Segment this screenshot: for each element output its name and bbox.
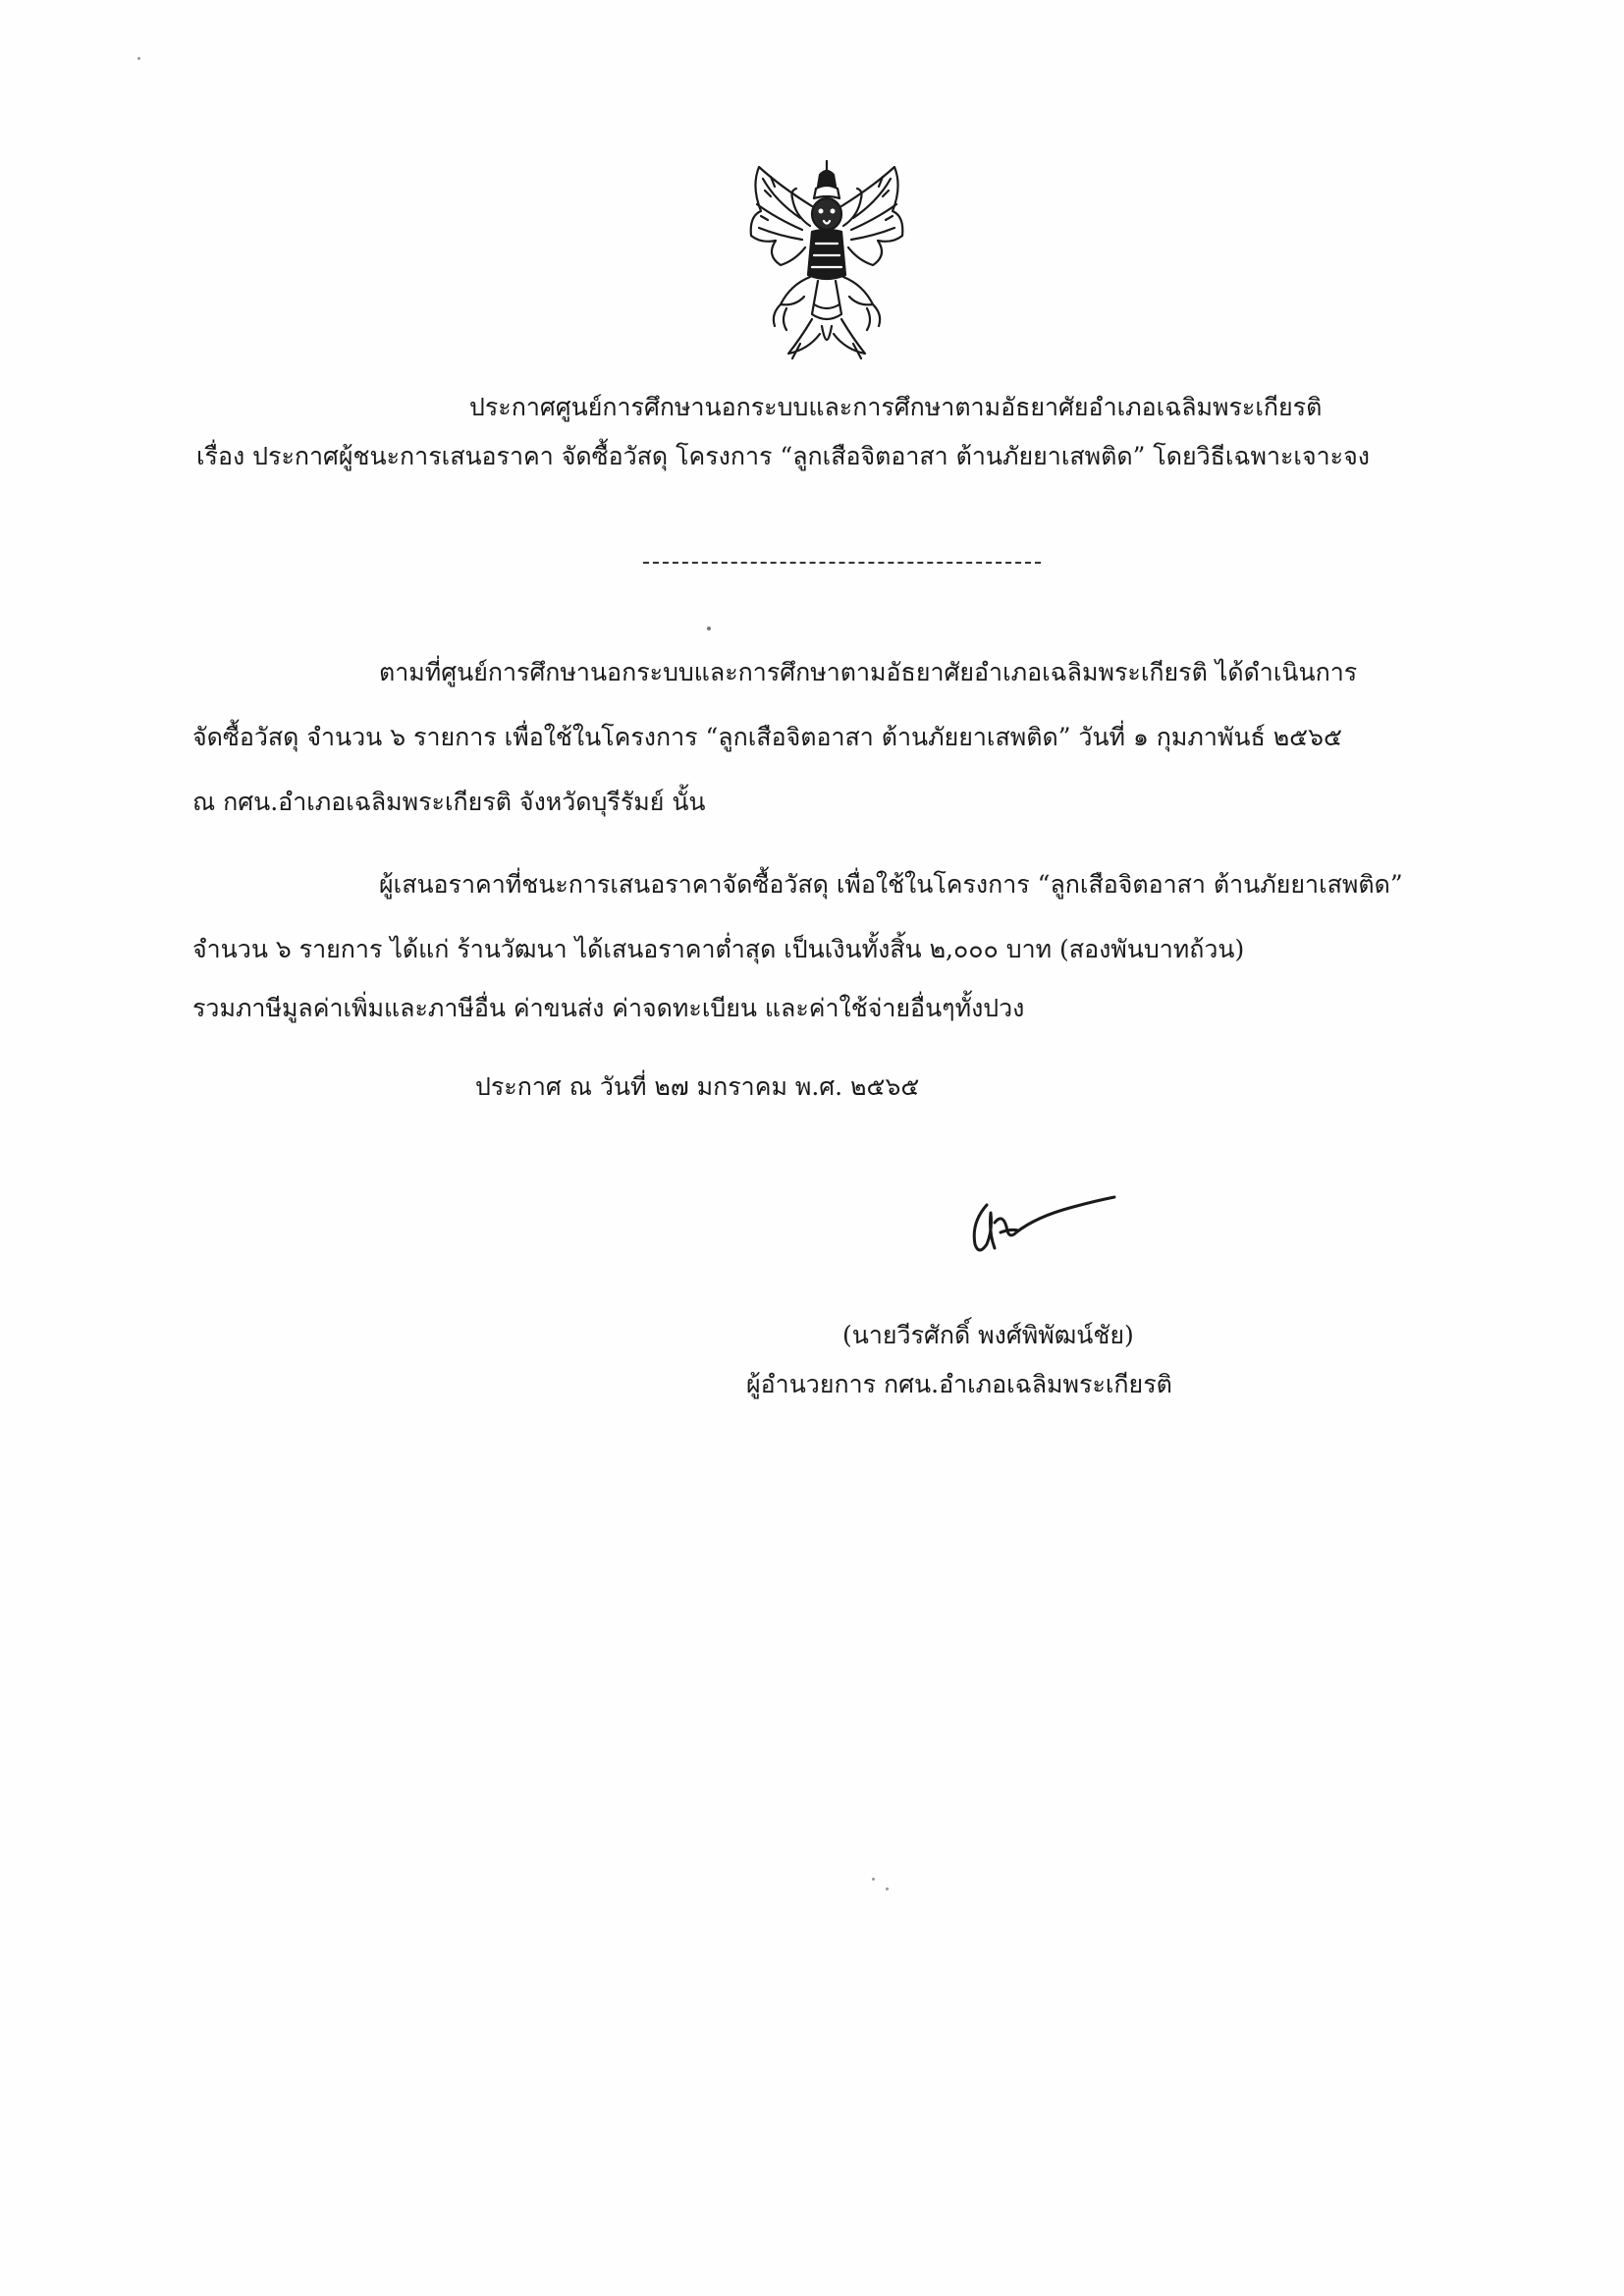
scan-speck [137, 57, 140, 60]
section-divider [643, 562, 1041, 564]
announcement-title: ประกาศศูนย์การศึกษานอกระบบและการศึกษาตามอัธยาศัยอำเภอเฉลิมพระเกียรติ [469, 393, 1323, 421]
announcement-date: ประกาศ ณ วันที่ ๒๗ มกราคม พ.ศ. ๒๕๖๕ [475, 1072, 920, 1101]
scan-speck [872, 1878, 875, 1881]
paragraph-1-line-2: จัดซื้อวัสดุ จำนวน ๖ รายการ เพื่อใช้ในโครงการ “ลูกเสือจิตอาสา ต้านภัยยาเสพติด” วันที่ ๑ กุมภาพันธ์ ๒๕๖๕ [192, 723, 1342, 751]
announcement-subject: เรื่อง ประกาศผู้ชนะการเสนอราคา จัดซื้อวัสดุ โครงการ “ลูกเสือจิตอาสา ต้านภัยยาเสพติด” โดยวิธีเฉพาะเจาะจง [196, 442, 1370, 470]
paragraph-2-line-1: ผู้เสนอราคาที่ชนะการเสนอราคาจัดซื้อวัสดุ เพื่อใช้ในโครงการ “ลูกเสือจิตอาสา ต้านภัยยาเสพติด” [379, 870, 1403, 899]
scan-speck [707, 627, 711, 630]
paragraph-1-line-3: ณ กศน.อำเภอเฉลิมพระเกียรติ จังหวัดบุรีรัมย์ นั้น [192, 788, 706, 816]
paragraph-2-line-2: จำนวน ๖ รายการ ได้แก่ ร้านวัฒนา ได้เสนอราคาต่ำสุด เป็นเงินทั้งสิ้น ๒,๐๐๐ บาท (สองพันบาทถ้วน) [192, 935, 1245, 963]
handwritten-signature-icon [957, 1183, 1129, 1272]
paragraph-2-line-3: รวมภาษีมูลค่าเพิ่มและภาษีอื่น ค่าขนส่ง ค่าจดทะเบียน และค่าใช้จ่ายอื่นๆทั้งปวง [192, 994, 1025, 1022]
paragraph-1-line-1: ตามที่ศูนย์การศึกษานอกระบบและการศึกษาตามอัธยาศัยอำเภอเฉลิมพระเกียรติ ได้ดำเนินการ [379, 658, 1358, 686]
signatory-name: (นายวีรศักดิ์ พงศ์พิพัฒน์ชัย) [842, 1321, 1134, 1349]
signatory-position: ผู้อำนวยการ กศน.อำเภอเฉลิมพระเกียรติ [746, 1370, 1172, 1398]
garuda-emblem-icon [741, 157, 913, 368]
scan-speck [886, 1887, 889, 1890]
